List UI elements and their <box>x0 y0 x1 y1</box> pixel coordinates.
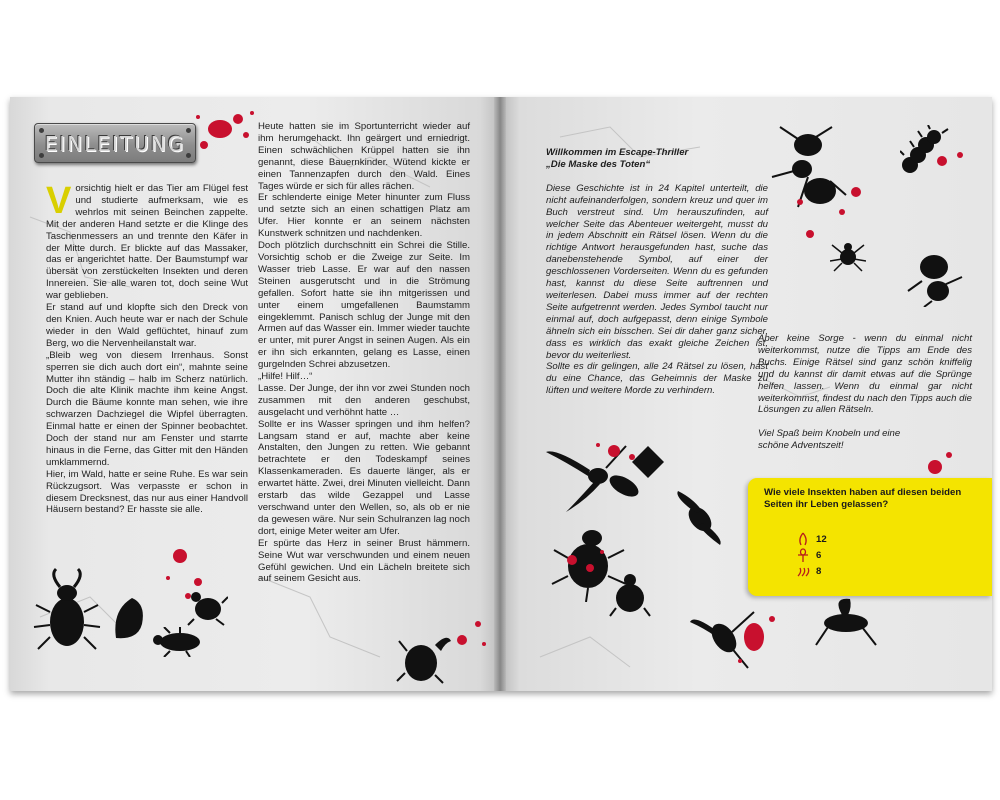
intro-subtitle: „Die Maske des Toten“ <box>546 158 651 170</box>
paragraph: Lasse. Der Junge, der ihn vor zwei Stunden noch zusammen mit den anderen geschubst, ausgelacht und verhöhnt hatte … <box>258 382 470 418</box>
quiz-box <box>748 478 992 596</box>
paragraph: Hier, im Wald, hatte er seine Ruhe. Es war sein Rückzugsort. Was verpasste er schon in diesem Drecksnest, das nur aus einer Handvoll Häusern bestand? Er hasste sie alle. <box>46 468 248 516</box>
fly-icon <box>670 487 730 547</box>
stag-beetle-icon <box>32 567 102 657</box>
paragraph: Diese Geschichte ist in 24 Kapitel unterteilt, die nicht aufeinanderfolgen, sondern kreuz und quer im Buch verstreut sind. Um herauszufinden, auf welcher Seite das Abenteuer weitergeht, musst du in jedem Abschnitt ein Rätsel lösen. Wenn du die richtige Antwort herausgefunden hast, suche das danebenstehende Symbol, auf einer der geschlossenen Vorderseiten. Wenn du es gefunden hast, kannst du diese Seite auftrennen und weiterlesen. Dabei muss immer auf der rechten Seite aufgetrennt werden. Jedes Symbol taucht nur einmal auf, doch aufgepasst, denn einige Symbole ähneln sich ein bisschen. Sei dir daher ganz sicher, dass es wirklich das exakt gleiche Zeichen ist, bevor du weiterliest. <box>546 182 768 361</box>
paragraph: Sollte er ins Wasser springen und ihm helfen? Langsam stand er auf, machte aber keine Anstalten, den Jungen zu retten. Wie gebannt betrachtete er den Todeskampf seines Klassenkameraden. Es dauerte länger, als er erwartet hätte. Zwei, drei Minuten vielleicht. Dann erstarb das wilde Gezappel und Lasse verschwand unter den Wellen, so, als ob er nie da gewesen wäre. Nur sein Schulranzen lag noch dort, einige Meter weiter am Ufer. <box>258 418 470 537</box>
paragraph: „Bleib weg von diesem Irrenhaus. Sonst sperren sie dich auch dort ein“, mahnte seine Mutter ihn ständig – halb im Scherz natürlich. Doch die alte Klinik machte ihm keine Angst. Durch die Bäume konnte man sehen, wie ihre schwarzen Dachziegel die Wipfel überragten. Einmal hatte er einen der Spinner beobachtet. Doch der stand nur am Fenster und starrte hinaus in die Ferne, das Gitter mit den Händen umklammernd. <box>46 349 248 468</box>
quiz-option-value: 12 <box>816 534 827 545</box>
paragraph: Viel Spaß beim Knobeln und eine schöne Adventszeit! <box>758 428 901 452</box>
stag-beetle-icon <box>395 627 455 685</box>
story-column-1 <box>46 180 248 516</box>
quiz-option[interactable] <box>816 550 821 561</box>
ant-icon <box>904 247 964 307</box>
spider-icon <box>830 237 866 273</box>
page-gutter <box>494 97 506 691</box>
paragraph: Er schlenderte einige Meter hinunter zum Fluss und setzte sich an einen schattigen Platz am Ufer. Hier konnte er an seinem nächsten Kunstwerk schnitzen und nachdenken. <box>258 192 470 240</box>
paragraph: Er spürte das Herz in seiner Brust hämmern. Seine Wut war verschwunden und einem neuen Gefühl gewichen. Und ein Lächeln breitete sich auf seinem Gesicht aus. <box>258 537 470 585</box>
heading-plate <box>34 123 196 163</box>
blood-splatter-icon <box>190 105 260 155</box>
beetle-icon <box>150 627 205 657</box>
drop-cap: V <box>46 180 72 222</box>
quiz-option[interactable] <box>816 534 827 545</box>
book-spread <box>10 97 992 691</box>
intro-column-2 <box>758 333 972 452</box>
paragraph: Aber keine Sorge - wenn du einmal nicht weiterkommst, nutze die Tipps am Ende des Buchs. Einige Rätsel sind ganz schön kniffelig und du kannst dir damit etwas auf die Sprünge helfen lassen. Wenn du einmal gar nicht weiterkommst, findest du nach den Tipps auch die Lösungen zu allen Rätseln. <box>758 333 972 416</box>
wave-symbol-icon <box>796 564 810 578</box>
paragraph: Sollte es dir gelingen, alle 24 Rätsel zu lösen, hast du eine Chance, das Geheimnis der Maske zu lüften und weitere Morde zu verhindern. <box>546 361 768 397</box>
quiz-option[interactable] <box>816 566 821 577</box>
ankh-symbol-icon <box>796 548 810 562</box>
blood-splatter-icon <box>590 437 640 467</box>
paragraph: „Hilfe! Hilf…“ <box>258 371 313 383</box>
paragraph: orsichtig hielt er das Tier am Flügel fest und studierte aufmerksam, wie es wehrlos mit seinen Beinchen zappelte. Mit der anderen Hand setzte er die Klinge des Taschenmessers an und trennte den Käfer in der Mitte durch. Er blickte auf das Massaker, das er angerichtet hatte. Der Baumstumpf war übersät von zerstückelten Insekten und deren Innereien. Sie alle waren tot, doch seine Wut war geblieben. <box>46 183 248 302</box>
beetle-half-icon <box>110 594 150 644</box>
blood-splatter-icon <box>920 147 970 187</box>
blood-splatter-icon <box>160 542 210 602</box>
quiz-question: Wie viele Insekten haben auf diesen beiden Seiten ihr Leben gelassen? <box>764 487 962 510</box>
intro-column-1 <box>546 147 768 397</box>
story-column-2 <box>258 121 470 585</box>
paragraph: Heute hatten sie im Sportunterricht wieder auf ihm herumgehackt. Ihn geärgert und erniedrigt. Einen schwächlichen Krüppel hatten sie ihn genannt, diese Bauernkinder. Wütend kickte er einen Tannenzapfen durch den Wald. Eines Tages würde er sich für alles rächen. <box>258 121 470 192</box>
paragraph: Doch plötzlich durchschnitt ein Schrei die Stille. Vorsichtig schob er die Zweige zur Seite. Im Wasser trieb Lasse. Er war auf den nassen Steinen ausgerutscht und in die Strömung gefallen. Sofort hatte sie ihn mitgerissen und unter einem umgefallenen Baumstamm eingeklemmt. Panisch schlug der Junge mit den Armen auf das Wasser ein. Immer wieder tauchte er unter, mit purer Angst in seinen Augen. Als ein er ihn sich erkannten, gelang es Lasse, einen gurgelnden Schrei abzusetzen. <box>258 240 470 371</box>
intro-title: Willkommen im Escape-Thriller <box>546 147 689 158</box>
blood-splatter-icon <box>560 542 610 582</box>
left-page <box>10 97 500 691</box>
blood-splatter-icon <box>790 182 870 242</box>
quiz-option-value: 6 <box>816 550 822 561</box>
paragraph: Er stand auf und klopfte sich den Dreck von den Knien. Auch heute war er nach der Schule wieder in den Wald geflüchtet, hinauf zum Berg, wo die Nervenheilanstalt war. <box>46 302 248 349</box>
fly-icon <box>806 597 886 647</box>
beetle-icon <box>608 572 653 617</box>
quiz-option-value: 8 <box>816 566 822 577</box>
flame-symbol-icon <box>796 532 810 546</box>
right-page <box>500 97 992 691</box>
blood-splatter-icon <box>450 612 490 652</box>
blood-splatter-icon <box>730 607 780 667</box>
section-heading: EINLEITUNG <box>44 132 186 156</box>
